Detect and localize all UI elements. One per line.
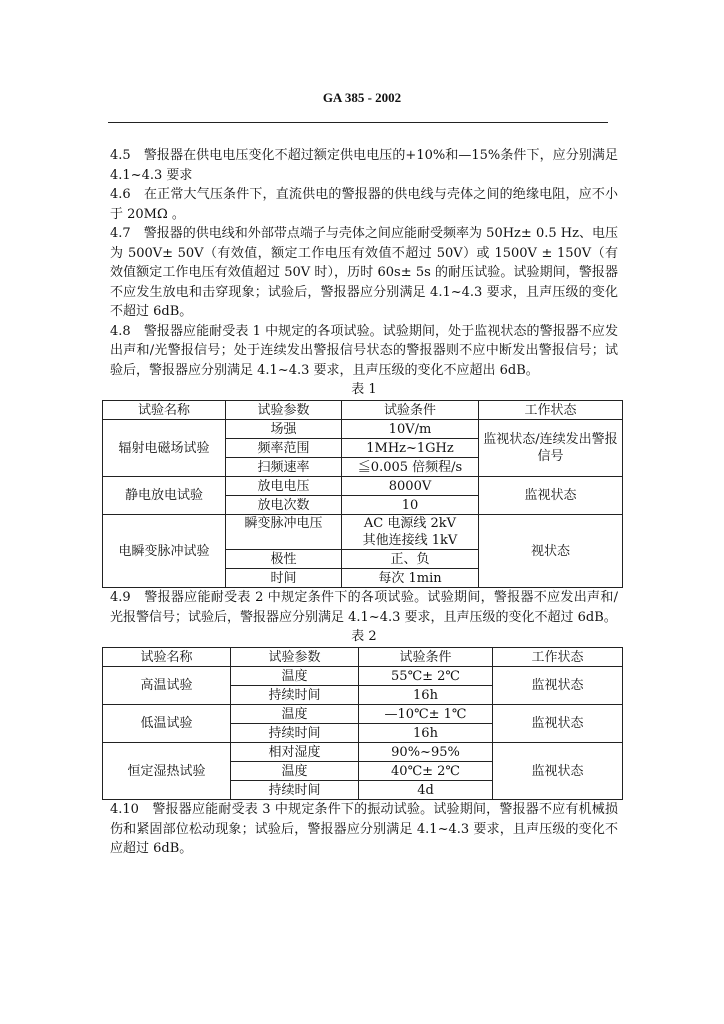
condition-cell: 16h [359, 724, 493, 743]
condition-line: AC 电源线 2kV [363, 516, 457, 531]
param-cell: 温度 [231, 667, 359, 686]
param-cell: 放电电压 [226, 477, 342, 496]
condition-line: 其他连接线 1kV [362, 533, 458, 548]
param-cell: 场强 [226, 420, 342, 439]
param-cell: 温度 [231, 705, 359, 724]
test-name-cell: 辐射电磁场试验 [103, 420, 226, 477]
table-row [103, 515, 623, 550]
param-cell: 持续时间 [231, 724, 359, 743]
table-row [103, 667, 623, 686]
table1-header-cell: 试验参数 [226, 401, 342, 420]
table2-caption: 表 2 [351, 629, 377, 644]
param-cell: 相对湿度 [231, 743, 359, 762]
table1-caption: 表 1 [351, 382, 377, 397]
param-cell: 放电次数 [226, 496, 342, 515]
condition-cell: ≦0.005 倍频程/s [342, 458, 479, 477]
param-cell: 扫频速率 [226, 458, 342, 477]
clause-4-5: 4.5 警报器在供电电压变化不超过额定供电电压的+10%和—15%条件下，应分别满足 4.1~4.3 要求 [110, 148, 618, 183]
state-cell: 监视状态 [479, 477, 623, 515]
param-cell: 频率范围 [226, 439, 342, 458]
table2-header-cell: 试验参数 [231, 648, 359, 667]
condition-cell: 90%~95% [359, 743, 493, 762]
condition-cell: 16h [359, 686, 493, 705]
table1-header-row [103, 401, 623, 420]
clause-4-7: 4.7 警报器的供电线和外部带点端子与壳体之间应能耐受频率为 50Hz± 0.5 Hz、电压为 500V± 50V（有效值，额定工作电压有效值不超过 50V）或 1500V ± 150V（有效值额定工作电压有效值超过 50V 时），历时 60s± 5s 的耐压试验。试验期间，警报器不应发生放电和击穿现象；试验后，警报器应分别满足 4.1~4.3 要求，且声压级的变化不超过 6dB。 [110, 226, 618, 319]
condition-cell: 1MHz~1GHz [342, 439, 479, 458]
document-body [110, 146, 618, 859]
test-name-cell: 恒定湿热试验 [103, 743, 231, 800]
header-rule [108, 122, 608, 123]
test-name-cell: 低温试验 [103, 705, 231, 743]
condition-cell: 每次 1min [342, 569, 479, 588]
table1-header-cell: 试验条件 [342, 401, 479, 420]
param-cell: 极性 [226, 550, 342, 569]
param-cell: 持续时间 [231, 686, 359, 705]
param-cell: 时间 [226, 569, 342, 588]
param-cell: 温度 [231, 762, 359, 781]
table2-header-cell: 试验名称 [103, 648, 231, 667]
condition-cell: 10V/m [342, 420, 479, 439]
condition-cell: 正、负 [342, 550, 479, 569]
state-cell: 视状态 [479, 515, 623, 588]
table1-header-cell: 工作状态 [479, 401, 623, 420]
state-cell: 监视状态 [493, 743, 623, 800]
clause-4-10: 4.10 警报器应能耐受表 3 中规定条件下的振动试验。试验期间，警报器不应有机械损伤和紧固部位松动现象；试验后，警报器应分别满足 4.1~4.3 要求，且声压级的变化不应超过 6dB。 [110, 802, 618, 856]
param-cell: 持续时间 [231, 781, 359, 800]
condition-cell: —10℃± 1℃ [359, 705, 493, 724]
table-row [103, 743, 623, 762]
table2-header-cell: 工作状态 [493, 648, 623, 667]
table1 [102, 400, 623, 588]
table2-header-cell: 试验条件 [359, 648, 493, 667]
condition-cell [342, 515, 479, 550]
table-row [103, 477, 623, 496]
clause-4-9: 4.9 警报器应能耐受表 2 中规定条件下的各项试验。试验期间，警报器不应发出声和/光报警信号；试验后，警报器应分别满足 4.1~4.3 要求，且声压级的变化不超过 6dB。 [110, 590, 618, 625]
table1-header-cell: 试验名称 [103, 401, 226, 420]
state-cell: 监视状态 [493, 705, 623, 743]
table2-header-row [103, 648, 623, 667]
condition-cell: 10 [342, 496, 479, 515]
param-cell: 瞬变脉冲电压 [226, 515, 342, 550]
condition-cell: 40℃± 2℃ [359, 762, 493, 781]
condition-cell: 4d [359, 781, 493, 800]
clause-4-8: 4.8 警报器应能耐受表 1 中规定的各项试验。试验期间，处于监视状态的警报器不应发出声和/光警报信号；处于连续发出警报信号状态的警报器则不应中断发出警报信号；试验后，警报器应分别满足 4.1~4.3 要求，且声压级的变化不应超出 6dB。 [110, 323, 618, 378]
test-name-cell: 高温试验 [103, 667, 231, 705]
table2 [102, 647, 623, 800]
condition-cell: 8000V [342, 477, 479, 496]
table-row [103, 420, 623, 439]
test-name-cell: 静电放电试验 [103, 477, 226, 515]
state-cell: 监视状态/连续发出警报信号 [479, 420, 623, 477]
test-name-cell: 电瞬变脉冲试验 [103, 515, 226, 588]
clause-4-6: 4.6 在正常大气压条件下，直流供电的警报器的供电线与壳体之间的绝缘电阻，应不小于 20MΩ 。 [110, 187, 618, 222]
document-header: GA 385 - 2002 [322, 90, 402, 105]
condition-cell: 55℃± 2℃ [359, 667, 493, 686]
table-row [103, 705, 623, 724]
state-cell: 监视状态 [493, 667, 623, 705]
